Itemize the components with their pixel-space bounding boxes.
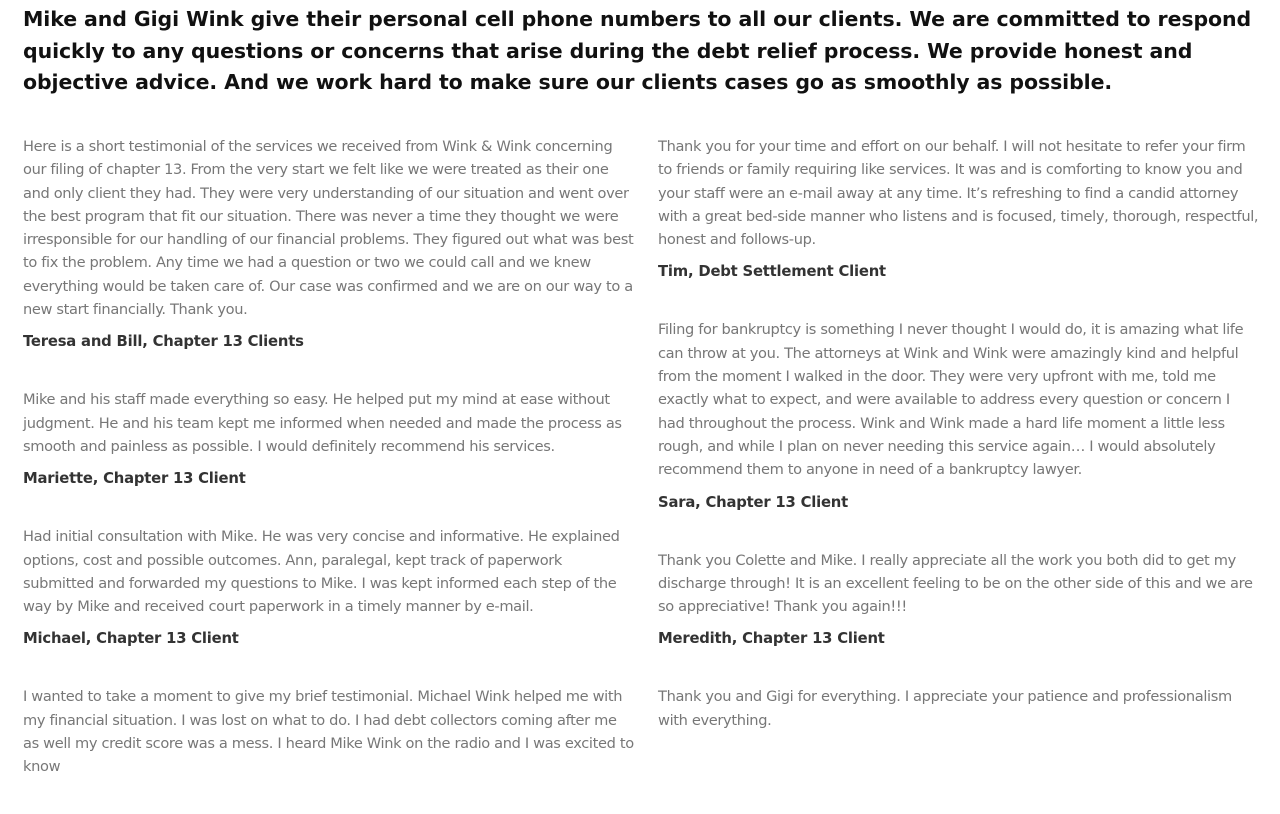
- testimonials-left-column: [23, 135, 635, 814]
- testimonial-quote: Thank you for your time and effort on our behalf. I will not hesitate to refer your firm to friends or family requiring like services. It was and is comforting to know you and your staff were an e-mail away at any time. It’s refreshing to find a candid attorney with a great bed-side manner who listens and is focused, timely, thorough, respectful, honest and follows-up.: [658, 138, 1259, 249]
- testimonials-right-column: [658, 135, 1260, 767]
- testimonial-quote: I wanted to take a moment to give my brief testimonial. Michael Wink helped me with my financial situation. I was lost on what to do. I had debt collectors coming after me as well my credit score was a mess. I heard Mike Wink on the radio and I was excited to know: [23, 688, 634, 776]
- testimonial-author: Sara, Chapter 13 Client: [658, 493, 849, 511]
- testimonial-quote: Mike and his staff made everything so easy. He helped put my mind at ease without judgment. He and his team kept me informed when needed and made the process as smooth and painless as possible. I would definitely recommend his services.: [23, 391, 622, 455]
- testimonial-author: Mariette, Chapter 13 Client: [23, 470, 246, 488]
- testimonial: [23, 525, 635, 650]
- testimonial: [23, 685, 635, 778]
- testimonial-author: Michael, Chapter 13 Client: [23, 630, 239, 648]
- testimonial: [658, 685, 1260, 732]
- testimonial-quote: Had initial consultation with Mike. He was very concise and informative. He explained options, cost and possible outcomes. Ann, paralegal, kept track of paperwork submitted and forwarded my questions to Mike. I was kept informed each step of the way by Mike and received court paperwork in a timely manner by e-mail.: [23, 528, 620, 616]
- intro-heading: Mike and Gigi Wink give their personal cell phone numbers to all our clients. We are committed to respond quickly to any questions or concerns that arise during the debt relief process. We provide honest and objective advice. And we work hard to make sure our clients cases go as smoothly as possible.: [23, 7, 1252, 94]
- testimonial-quote: Thank you and Gigi for everything. I appreciate your patience and professionalism with everything.: [658, 688, 1232, 729]
- testimonial-quote: Filing for bankruptcy is something I never thought I would do, it is amazing what life can throw at you. The attorneys at Wink and Wink were amazingly kind and helpful from the moment I walked in the door. They were very upfront with me, told me exactly what to expect, and were available to address every question or concern I had throughout the process. Wink and Wink made a hard life moment a little less rough, and while I plan on never needing this service again… I would absolutely recommend them to anyone in need of a bankruptcy lawyer.: [658, 321, 1244, 479]
- testimonial: [658, 549, 1260, 651]
- testimonial-quote: Here is a short testimonial of the services we received from Wink & Wink concerning our filing of chapter 13. From the very start we felt like we were treated as their one and only client they had. They were very understanding of our situation and went over the best program that fit our situation. There was never a time they thought we were irresponsible for our handling of our financial problems. They figured out what was best to fix the problem. Any time we had a question or two we could call and we knew everything would be taken care of. Our case was confirmed and we are on our way to a new start financially. Thank you.: [23, 138, 634, 319]
- testimonial: [658, 318, 1260, 513]
- testimonial-quote: Thank you Colette and Mike. I really appreciate all the work you both did to get my discharge through! It is an excellent feeling to be on the other side of this and we are so appreciative! Thank you again!!!: [658, 551, 1253, 616]
- testimonial-author: Teresa and Bill, Chapter 13 Clients: [23, 333, 304, 351]
- testimonial: [658, 135, 1260, 283]
- testimonial: [23, 388, 635, 490]
- testimonial: [23, 135, 635, 353]
- testimonial-author: Meredith, Chapter 13 Client: [658, 630, 885, 648]
- testimonial-author: Tim, Debt Settlement Client: [658, 263, 886, 281]
